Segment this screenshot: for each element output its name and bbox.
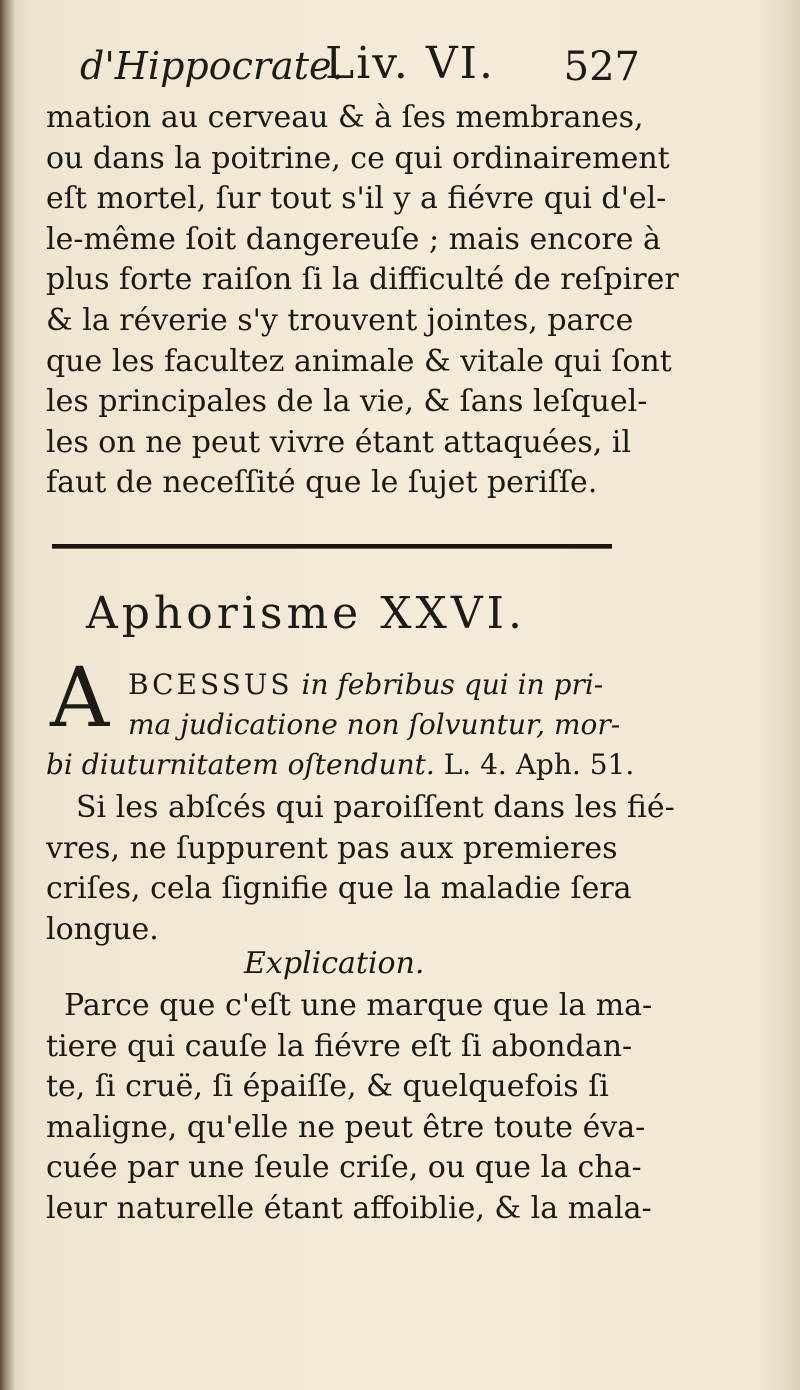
text-line: faut de neceſſité que le ſujet periſſe. (46, 465, 598, 501)
latin-line (128, 666, 603, 704)
text-line: cuée par une ſeule criſe, ou que la cha- (46, 1150, 642, 1186)
text-line: leur naturelle étant affoiblie, & la mala- (46, 1190, 652, 1226)
aphorism-reference: L. 4. Aph. 51. (443, 748, 635, 781)
running-head (80, 38, 640, 98)
text-line: criſes, cela ſignifie que la maladie ſera (46, 871, 632, 907)
running-head-book: Liv. VI. (325, 38, 496, 89)
text-line: que les facultez animale & vitale qui ſont (46, 343, 672, 379)
explication-paragraph (46, 986, 653, 1230)
text-line: les principales de la vie, & ſans leſquel- (46, 384, 648, 420)
running-head-title: d'Hippocrate. (80, 44, 344, 88)
text-line: tiere qui cauſe la fiévre eſt ſi abondan- (46, 1028, 633, 1064)
latin-smallcaps: BCESSUS (128, 668, 293, 701)
text-line: plus forte raiſon ſi la difficulté de reſpirer (46, 262, 679, 298)
text-line: te, ſi cruë, ſi épaiſſe, & quelquefois ſi (46, 1069, 609, 1105)
aphorism-heading: Aphorisme XXVI. (86, 588, 526, 639)
latin-italic: bi diuturnitatem oſtendunt. (46, 748, 435, 781)
latin-line (128, 706, 620, 744)
text-line: Si les abſcés qui paroiſſent dans les fié- (76, 790, 675, 825)
translation-paragraph (46, 788, 675, 950)
binding-edge (0, 0, 14, 1390)
text-line: ou dans la poitrine, ce qui ordinairement (46, 140, 670, 176)
text-line: eſt mortel, ſur tout s'il y a fiévre qui d'el- (46, 181, 667, 217)
latin-italic: in febribus qui in pri- (301, 668, 604, 701)
explication-title: Explication. (244, 946, 425, 981)
text-line: longue. (46, 911, 159, 947)
text-line: les on ne peut vivre étant attaquées, il (46, 424, 631, 460)
text-line: vres, ne ſuppurent pas aux premieres (46, 830, 618, 866)
text-line: mation au cerveau & à ſes membranes, (46, 100, 644, 135)
drop-capital: A (50, 651, 110, 746)
section-rule (52, 544, 612, 549)
text-line: le-même ſoit dangereuſe ; mais encore à (46, 221, 661, 257)
text-line: & la réverie s'y trouvent jointes, parce (46, 302, 634, 338)
latin-italic: ma judicatione non ſolvuntur, mor- (128, 708, 621, 741)
text-line: Parce que c'eſt une marque que la ma- (64, 988, 653, 1023)
latin-line (46, 746, 634, 784)
page-number: 527 (563, 44, 640, 90)
continuation-paragraph (46, 98, 679, 504)
text-line: maligne, qu'elle ne peut être toute éva- (46, 1109, 646, 1145)
